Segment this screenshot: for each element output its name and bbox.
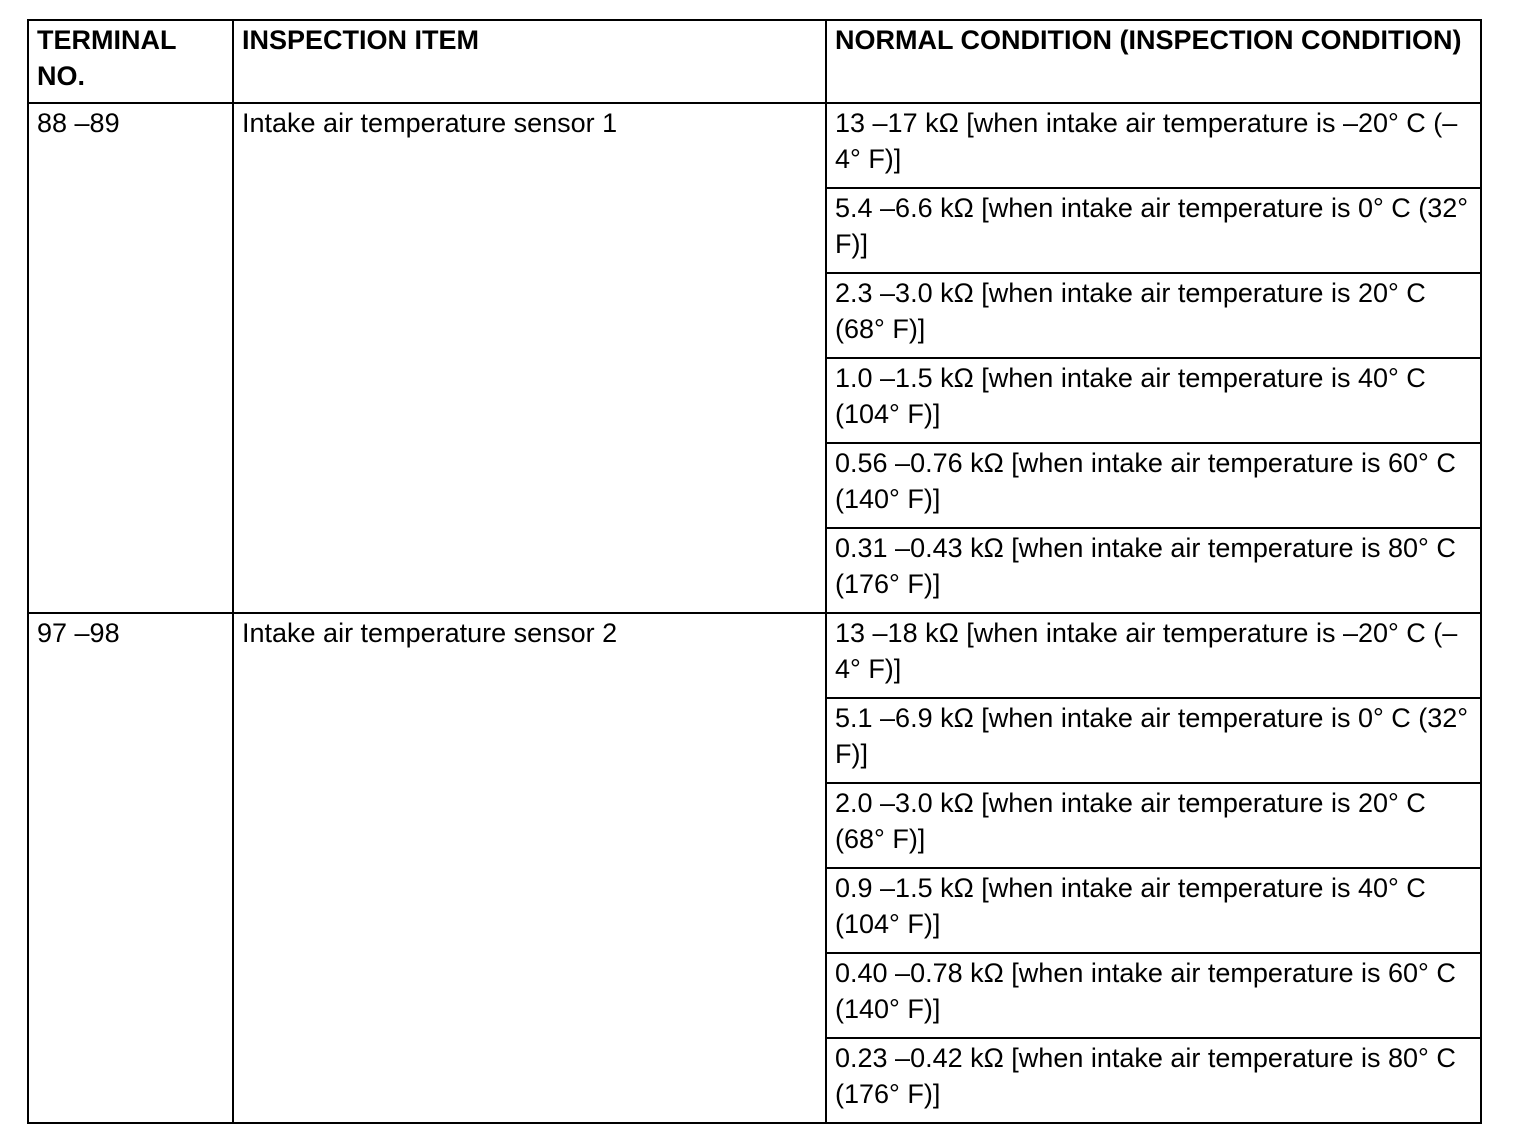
condition-cell: 1.0 –1.5 kΩ [when intake air temperature is 40° C (104° F)] <box>826 358 1481 443</box>
inspection-item-cell: Intake air temperature sensor 2 <box>233 613 826 1123</box>
condition-cell: 0.40 –0.78 kΩ [when intake air temperature is 60° C (140° F)] <box>826 953 1481 1038</box>
condition-cell: 0.9 –1.5 kΩ [when intake air temperature is 40° C (104° F)] <box>826 868 1481 953</box>
inspection-item-cell: Intake air temperature sensor 1 <box>233 103 826 613</box>
header-inspection-item: INSPECTION ITEM <box>233 20 826 103</box>
condition-cell: 5.4 –6.6 kΩ [when intake air temperature is 0° C (32° F)] <box>826 188 1481 273</box>
condition-cell: 5.1 –6.9 kΩ [when intake air temperature is 0° C (32° F)] <box>826 698 1481 783</box>
inspection-table <box>27 19 1482 1124</box>
condition-cell: 2.0 –3.0 kΩ [when intake air temperature is 20° C (68° F)] <box>826 783 1481 868</box>
table-row <box>28 613 1481 698</box>
condition-cell: 2.3 –3.0 kΩ [when intake air temperature is 20° C (68° F)] <box>826 273 1481 358</box>
table-row <box>28 103 1481 188</box>
condition-cell: 0.23 –0.42 kΩ [when intake air temperature is 80° C (176° F)] <box>826 1038 1481 1123</box>
terminal-cell: 97 –98 <box>28 613 233 1123</box>
terminal-cell: 88 –89 <box>28 103 233 613</box>
condition-cell: 13 –18 kΩ [when intake air temperature is –20° C (–4° F)] <box>826 613 1481 698</box>
condition-cell: 0.56 –0.76 kΩ [when intake air temperature is 60° C (140° F)] <box>826 443 1481 528</box>
header-normal-condition: NORMAL CONDITION (INSPECTION CONDITION) <box>826 20 1481 103</box>
header-terminal-no: TERMINAL NO. <box>28 20 233 103</box>
condition-cell: 0.31 –0.43 kΩ [when intake air temperature is 80° C (176° F)] <box>826 528 1481 613</box>
condition-cell: 13 –17 kΩ [when intake air temperature is –20° C (–4° F)] <box>826 103 1481 188</box>
header-row <box>28 20 1481 103</box>
